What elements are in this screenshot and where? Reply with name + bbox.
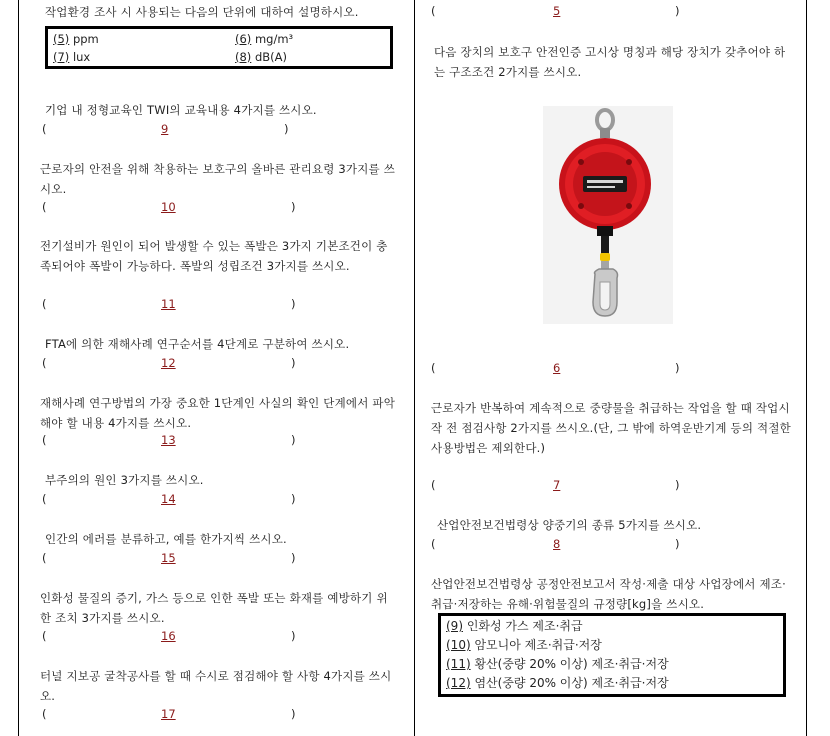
question-17: 터널 지보공 굴착공사를 할 때 수시로 점검해야 할 사항 4가지를 쓰시오.	[40, 669, 392, 703]
answer-line-9: ( 9 )	[42, 122, 289, 136]
answer-line-10: ( 10 )	[42, 200, 296, 214]
question-16: 인화성 물질의 증기, 가스 등으로 인한 폭발 또는 화재를 예방하기 위한 조치 3가지를 쓰시오.	[40, 591, 388, 625]
left-margin-rule	[18, 0, 19, 736]
units-question: 작업환경 조사 시 사용되는 다음의 단위에 대하여 설명하시오.	[45, 5, 359, 19]
answer-number-15: 15	[161, 551, 176, 565]
answer-line-15: ( 15 )	[42, 551, 296, 565]
answer-line-14: ( 14 )	[42, 492, 296, 506]
answer-line-11: ( 11 )	[42, 297, 296, 311]
answer-number-16: 16	[161, 629, 176, 643]
question-lifting: 근로자가 반복하여 계속적으로 중량물을 취급하는 작업을 할 때 작업시작 전 점검사항 2가지를 쓰시오.(단, 그 밖에 하역운반기계 등의 적절한 사용방법은 제외한다.)	[431, 401, 791, 455]
substance-11: (11) 황산(중량 20% 이상) 제조·취급·저장	[446, 657, 669, 671]
question-12: FTA에 의한 재해사례 연구순서를 4단계로 구분하여 쓰시오.	[45, 337, 350, 351]
answer-number-7: 7	[553, 478, 561, 492]
answer-number-5: 5	[553, 4, 561, 18]
answer-number-6: 6	[553, 361, 561, 375]
substance-9: (9) 인화성 가스 제조·취급	[446, 619, 583, 633]
question-equipment: 다음 장치의 보호구 안전인증 고시상 명칭과 해당 장치가 갖추어야 하는 구조조건 2가지를 쓰시오.	[434, 45, 786, 79]
answer-line-5: ( 5 )	[431, 4, 680, 18]
answer-line-6: ( 6 )	[431, 361, 680, 375]
answer-number-9: 9	[161, 122, 169, 136]
question-13: 재해사례 연구방법의 가장 중요한 1단계인 사실의 확인 단계에서 파악해야 할 내용 4가지를 쓰시오.	[40, 396, 396, 430]
answer-line-16: ( 16 )	[42, 629, 296, 643]
question-10: 근로자의 안전을 위해 착용하는 보호구의 올바른 관리요령 3가지를 쓰시오.	[40, 162, 396, 196]
question-crane: 산업안전보건법령상 양중기의 종류 5가지를 쓰시오.	[437, 518, 702, 532]
answer-number-10: 10	[161, 200, 176, 214]
self-retracting-lifeline-image	[543, 106, 673, 324]
unit-6: (6) mg/m³	[235, 32, 294, 46]
answer-number-14: 14	[161, 492, 176, 506]
answer-line-7: ( 7 )	[431, 478, 680, 492]
unit-8: (8) dB(A)	[235, 50, 287, 64]
question-9: 기업 내 정형교육인 TWI의 교육내용 4가지를 쓰시오.	[45, 103, 317, 117]
answer-line-12: ( 12 )	[42, 356, 296, 370]
unit-5: (5) ppm	[53, 32, 99, 46]
column-divider	[414, 0, 415, 736]
question-14: 부주의의 원인 3가지를 쓰시오.	[45, 473, 204, 487]
right-margin-rule	[806, 0, 807, 736]
substance-12: (12) 염산(중량 20% 이상) 제조·취급·저장	[446, 676, 669, 690]
answer-line-13: ( 13 )	[42, 433, 296, 447]
unit-7: (7) lux	[53, 50, 91, 64]
question-psm: 산업안전보건법령상 공정안전보고서 작성·제출 대상 사업장에서 제조·취급·저장하는 유해·위험물질의 규정량[kg]을 쓰시오.	[431, 577, 786, 611]
device-photo	[543, 106, 673, 324]
answer-number-8: 8	[553, 537, 561, 551]
answer-line-17: ( 17 )	[42, 707, 296, 721]
units-box	[45, 26, 393, 69]
answer-line-8: ( 8 )	[431, 537, 680, 551]
answer-number-12: 12	[161, 356, 176, 370]
question-11: 전기설비가 원인이 되어 발생할 수 있는 폭발은 3가지 기본조건이 충족되어야 폭발이 가능하다. 폭발의 성립조건 3가지를 쓰시오.	[40, 239, 388, 273]
answer-number-11: 11	[161, 297, 176, 311]
answer-number-13: 13	[161, 433, 176, 447]
question-15: 인간의 에러를 분류하고, 예를 한가지씩 쓰시오.	[45, 532, 287, 546]
answer-number-17: 17	[161, 707, 176, 721]
substance-10: (10) 암모니아 제조·취급·저장	[446, 638, 602, 652]
psm-substances-box	[438, 613, 786, 697]
